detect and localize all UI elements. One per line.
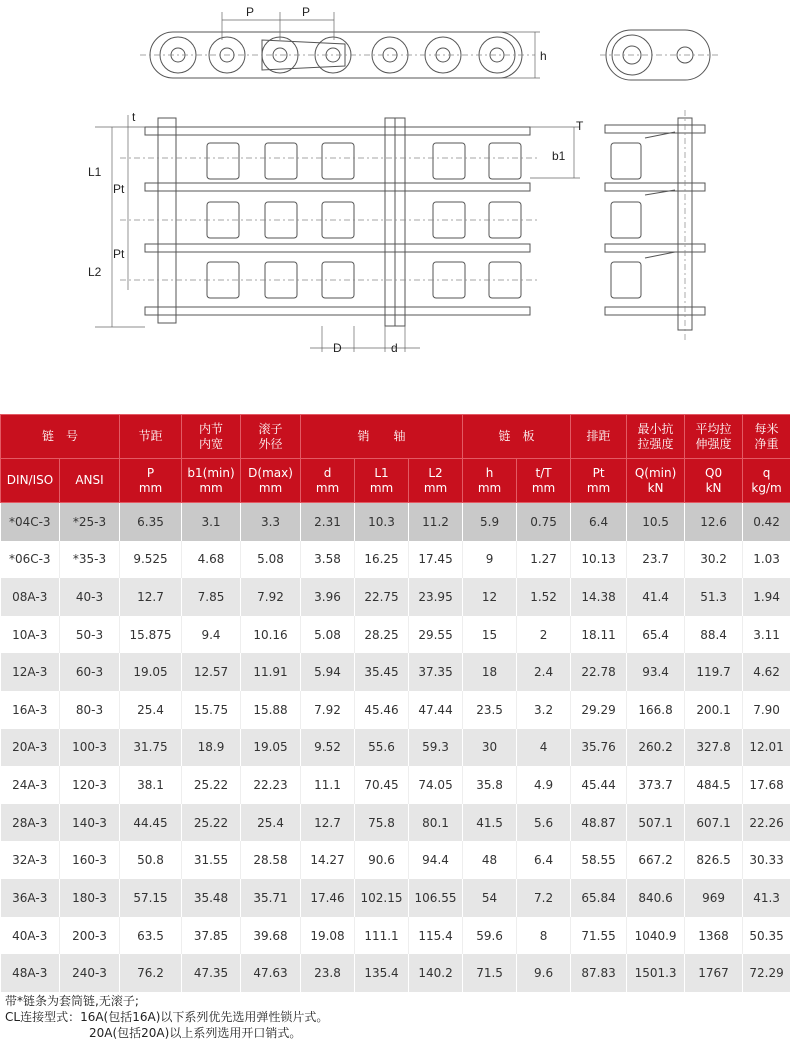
table-cell: 0.75: [517, 503, 571, 541]
table-cell: 3.58: [301, 541, 355, 579]
table-cell: 5.9: [463, 503, 517, 541]
table-cell: 5.08: [241, 541, 301, 579]
table-cell: 51.3: [685, 578, 743, 616]
table-cell: 76.2: [120, 954, 182, 992]
table-cell: 10.3: [355, 503, 409, 541]
table-cell: 7.92: [241, 578, 301, 616]
table-cell: 140-3: [60, 804, 120, 842]
table-row: [1, 804, 790, 842]
table-cell: 1767: [685, 954, 743, 992]
table-cell: 17.46: [301, 879, 355, 917]
table-cell: 12A-3: [1, 653, 60, 691]
table-cell: 22.23: [241, 766, 301, 804]
table-cell: 23.5: [463, 691, 517, 729]
table-cell: 75.8: [355, 804, 409, 842]
table-cell: 9.4: [182, 616, 241, 654]
table-cell: 38.1: [120, 766, 182, 804]
table-cell: 71.55: [571, 917, 627, 955]
table-row: [1, 841, 790, 879]
l2-label: L2: [88, 265, 102, 279]
col-min-strength: 最小抗 拉强度: [627, 415, 685, 459]
table-cell: 3.11: [743, 616, 790, 654]
table-cell: 6.35: [120, 503, 182, 541]
pt-label-2: Pt: [113, 247, 125, 261]
table-cell: 24A-3: [1, 766, 60, 804]
table-cell: 1.27: [517, 541, 571, 579]
table-cell: 119.7: [685, 653, 743, 691]
table-cell: 47.44: [409, 691, 463, 729]
spec-table: [0, 414, 790, 992]
table-cell: 7.85: [182, 578, 241, 616]
table-cell: *06C-3: [1, 541, 60, 579]
chain-technical-drawing: [0, 0, 790, 400]
table-cell: 15.88: [241, 691, 301, 729]
table-cell: 1501.3: [627, 954, 685, 992]
table-cell: 3.96: [301, 578, 355, 616]
table-cell: 23.95: [409, 578, 463, 616]
table-row: [1, 653, 790, 691]
table-cell: 88.4: [685, 616, 743, 654]
table-cell: *35-3: [60, 541, 120, 579]
table-cell: 59.3: [409, 729, 463, 767]
table-row: [1, 917, 790, 955]
pitch-label-2: P: [302, 5, 311, 19]
table-cell: 32A-3: [1, 841, 60, 879]
table-row: [1, 578, 790, 616]
table-cell: 15: [463, 616, 517, 654]
table-cell: 10.16: [241, 616, 301, 654]
table-cell: 25.4: [241, 804, 301, 842]
notes: [5, 993, 785, 1041]
table-cell: 25.22: [182, 766, 241, 804]
table-cell: 45.46: [355, 691, 409, 729]
table-cell: 80-3: [60, 691, 120, 729]
table-cell: 37.35: [409, 653, 463, 691]
col-pt-mm: Pt mm: [571, 459, 627, 503]
table-cell: 30.2: [685, 541, 743, 579]
table-cell: 120-3: [60, 766, 120, 804]
table-cell: 14.38: [571, 578, 627, 616]
table-cell: 90.6: [355, 841, 409, 879]
table-cell: 12.7: [120, 578, 182, 616]
table-cell: 115.4: [409, 917, 463, 955]
table-cell: 1.94: [743, 578, 790, 616]
table-cell: 41.4: [627, 578, 685, 616]
table-cell: 14.27: [301, 841, 355, 879]
header-row-1: [1, 415, 790, 459]
table-cell: 12: [463, 578, 517, 616]
col-weight: 每米 净重: [743, 415, 790, 459]
table-cell: 5.08: [301, 616, 355, 654]
t-label: t: [132, 110, 136, 124]
table-cell: 135.4: [355, 954, 409, 992]
table-row: [1, 541, 790, 579]
table-cell: 65.4: [627, 616, 685, 654]
table-cell: 17.68: [743, 766, 790, 804]
table-cell: 35.71: [241, 879, 301, 917]
table-cell: 180-3: [60, 879, 120, 917]
table-cell: 74.05: [409, 766, 463, 804]
table-cell: *25-3: [60, 503, 120, 541]
table-cell: 08A-3: [1, 578, 60, 616]
triplex-end-view: [605, 110, 705, 340]
table-cell: 18.9: [182, 729, 241, 767]
table-cell: 7.90: [743, 691, 790, 729]
table-cell: 969: [685, 879, 743, 917]
table-cell: 58.55: [571, 841, 627, 879]
col-ansi: ANSI: [60, 459, 120, 503]
table-cell: 260.2: [627, 729, 685, 767]
table-cell: 48.87: [571, 804, 627, 842]
col-pitch: 节距: [120, 415, 182, 459]
col-qmin-kn: Q(min) kN: [627, 459, 685, 503]
table-cell: 57.15: [120, 879, 182, 917]
table-cell: 100-3: [60, 729, 120, 767]
col-d-mm: d mm: [301, 459, 355, 503]
plan-view: [88, 110, 584, 355]
table-cell: 3.3: [241, 503, 301, 541]
table-row: [1, 729, 790, 767]
table-cell: 19.05: [120, 653, 182, 691]
pitch-label-1: P: [246, 5, 255, 19]
col-roller-dia: 滚子 外径: [241, 415, 301, 459]
table-cell: 41.3: [743, 879, 790, 917]
table-cell: 17.45: [409, 541, 463, 579]
plate-height-label: h: [540, 49, 547, 63]
table-cell: 16A-3: [1, 691, 60, 729]
table-row: [1, 879, 790, 917]
T-label: T: [576, 119, 584, 133]
table-cell: 7.92: [301, 691, 355, 729]
table-cell: 4: [517, 729, 571, 767]
d-roller-label: D: [333, 341, 342, 355]
col-q-kgm: q kg/m: [743, 459, 790, 503]
table-cell: 29.55: [409, 616, 463, 654]
table-cell: 200.1: [685, 691, 743, 729]
table-cell: 41.5: [463, 804, 517, 842]
table-cell: 160-3: [60, 841, 120, 879]
table-cell: 37.85: [182, 917, 241, 955]
table-cell: 22.78: [571, 653, 627, 691]
table-cell: 40-3: [60, 578, 120, 616]
l1-label: L1: [88, 165, 102, 179]
col-b1-mm: b1(min) mm: [182, 459, 241, 503]
table-cell: *04C-3: [1, 503, 60, 541]
table-cell: 4.9: [517, 766, 571, 804]
table-cell: 55.6: [355, 729, 409, 767]
pt-label-1: Pt: [113, 182, 125, 196]
d-pin-label: d: [391, 341, 398, 355]
table-cell: 10A-3: [1, 616, 60, 654]
table-cell: 63.5: [120, 917, 182, 955]
table-cell: 30.33: [743, 841, 790, 879]
col-h-mm: h mm: [463, 459, 517, 503]
table-cell: 111.1: [355, 917, 409, 955]
table-cell: 11.2: [409, 503, 463, 541]
table-cell: 826.5: [685, 841, 743, 879]
table-cell: 18: [463, 653, 517, 691]
table-cell: 19.08: [301, 917, 355, 955]
table-cell: 25.4: [120, 691, 182, 729]
table-cell: 0.42: [743, 503, 790, 541]
table-cell: 48: [463, 841, 517, 879]
table-cell: 9.525: [120, 541, 182, 579]
table-cell: 2.4: [517, 653, 571, 691]
table-cell: 507.1: [627, 804, 685, 842]
table-cell: 12.6: [685, 503, 743, 541]
table-cell: 30: [463, 729, 517, 767]
col-plate: 链 板: [463, 415, 571, 459]
col-p-mm: P mm: [120, 459, 182, 503]
table-cell: 35.76: [571, 729, 627, 767]
table-cell: 12.57: [182, 653, 241, 691]
table-row: [1, 954, 790, 992]
table-row: [1, 503, 790, 541]
table-cell: 59.6: [463, 917, 517, 955]
table-cell: 87.83: [571, 954, 627, 992]
col-din-iso: DIN/ISO: [1, 459, 60, 503]
table-cell: 29.29: [571, 691, 627, 729]
end-view: [600, 30, 720, 80]
table-cell: 70.45: [355, 766, 409, 804]
table-cell: 25.22: [182, 804, 241, 842]
table-cell: 35.45: [355, 653, 409, 691]
table-cell: 373.7: [627, 766, 685, 804]
table-cell: 23.8: [301, 954, 355, 992]
table-cell: 28.58: [241, 841, 301, 879]
table-row: [1, 766, 790, 804]
table-cell: 10.5: [627, 503, 685, 541]
note-line-3: 20A(包括20A)以上系列选用开口销式。: [5, 1026, 302, 1040]
table-body: [1, 503, 790, 993]
table-row: [1, 616, 790, 654]
table-cell: 48A-3: [1, 954, 60, 992]
side-view: [140, 5, 547, 78]
table-cell: 31.55: [182, 841, 241, 879]
table-cell: 5.94: [301, 653, 355, 691]
table-cell: 1368: [685, 917, 743, 955]
table-cell: 28.25: [355, 616, 409, 654]
col-pin: 销 轴: [301, 415, 463, 459]
col-q0-kn: Q0 kN: [685, 459, 743, 503]
table-row: [1, 691, 790, 729]
table-cell: 240-3: [60, 954, 120, 992]
table-cell: 607.1: [685, 804, 743, 842]
col-inner-width: 内节 内宽: [182, 415, 241, 459]
table-cell: 18.11: [571, 616, 627, 654]
table-cell: 484.5: [685, 766, 743, 804]
table-cell: 106.55: [409, 879, 463, 917]
table-cell: 12.7: [301, 804, 355, 842]
table-cell: 36A-3: [1, 879, 60, 917]
table-cell: 54: [463, 879, 517, 917]
table-cell: 2.31: [301, 503, 355, 541]
table-cell: 50.35: [743, 917, 790, 955]
table-cell: 1.52: [517, 578, 571, 616]
col-tt-mm: t/T mm: [517, 459, 571, 503]
table-cell: 72.29: [743, 954, 790, 992]
table-cell: 15.75: [182, 691, 241, 729]
table-cell: 71.5: [463, 954, 517, 992]
table-cell: 5.6: [517, 804, 571, 842]
table-cell: 50.8: [120, 841, 182, 879]
col-l2-mm: L2 mm: [409, 459, 463, 503]
table-cell: 9: [463, 541, 517, 579]
col-chain-no: 链 号: [1, 415, 120, 459]
table-cell: 1040.9: [627, 917, 685, 955]
col-row-pitch: 排距: [571, 415, 627, 459]
table-cell: 10.13: [571, 541, 627, 579]
table-cell: 6.4: [571, 503, 627, 541]
table-cell: 7.2: [517, 879, 571, 917]
note-line-2: CL连接型式：16A(包括16A)以下系列优先选用弹性锁片式。: [5, 1010, 329, 1024]
table-cell: 9.52: [301, 729, 355, 767]
table-cell: 9.6: [517, 954, 571, 992]
table-cell: 28A-3: [1, 804, 60, 842]
table-cell: 200-3: [60, 917, 120, 955]
table-cell: 16.25: [355, 541, 409, 579]
table-cell: 44.45: [120, 804, 182, 842]
table-cell: 4.68: [182, 541, 241, 579]
table-cell: 166.8: [627, 691, 685, 729]
table-cell: 50-3: [60, 616, 120, 654]
header-row-2: [1, 459, 790, 503]
table-cell: 19.05: [241, 729, 301, 767]
table-cell: 80.1: [409, 804, 463, 842]
table-cell: 45.44: [571, 766, 627, 804]
table-cell: 140.2: [409, 954, 463, 992]
table-cell: 102.15: [355, 879, 409, 917]
table-cell: 47.35: [182, 954, 241, 992]
table-cell: 23.7: [627, 541, 685, 579]
note-line-1: 带*链条为套筒链,无滚子;: [5, 994, 139, 1008]
b1-label: b1: [552, 149, 566, 163]
table-cell: 4.62: [743, 653, 790, 691]
table-cell: 11.91: [241, 653, 301, 691]
table-cell: 3.2: [517, 691, 571, 729]
table-cell: 35.8: [463, 766, 517, 804]
table-cell: 840.6: [627, 879, 685, 917]
table-cell: 1.03: [743, 541, 790, 579]
table-cell: 3.1: [182, 503, 241, 541]
table-cell: 47.63: [241, 954, 301, 992]
table-cell: 11.1: [301, 766, 355, 804]
table-cell: 15.875: [120, 616, 182, 654]
table-cell: 60-3: [60, 653, 120, 691]
table-cell: 39.68: [241, 917, 301, 955]
table-cell: 22.75: [355, 578, 409, 616]
table-cell: 8: [517, 917, 571, 955]
table-cell: 31.75: [120, 729, 182, 767]
table-cell: 667.2: [627, 841, 685, 879]
table-cell: 94.4: [409, 841, 463, 879]
col-dmax-mm: D(max) mm: [241, 459, 301, 503]
table-cell: 40A-3: [1, 917, 60, 955]
table-cell: 20A-3: [1, 729, 60, 767]
table-cell: 6.4: [517, 841, 571, 879]
table-cell: 65.84: [571, 879, 627, 917]
table-cell: 12.01: [743, 729, 790, 767]
table-cell: 93.4: [627, 653, 685, 691]
table-cell: 2: [517, 616, 571, 654]
col-l1-mm: L1 mm: [355, 459, 409, 503]
table-cell: 22.26: [743, 804, 790, 842]
col-avg-strength: 平均拉 伸强度: [685, 415, 743, 459]
table-cell: 35.48: [182, 879, 241, 917]
table-cell: 327.8: [685, 729, 743, 767]
